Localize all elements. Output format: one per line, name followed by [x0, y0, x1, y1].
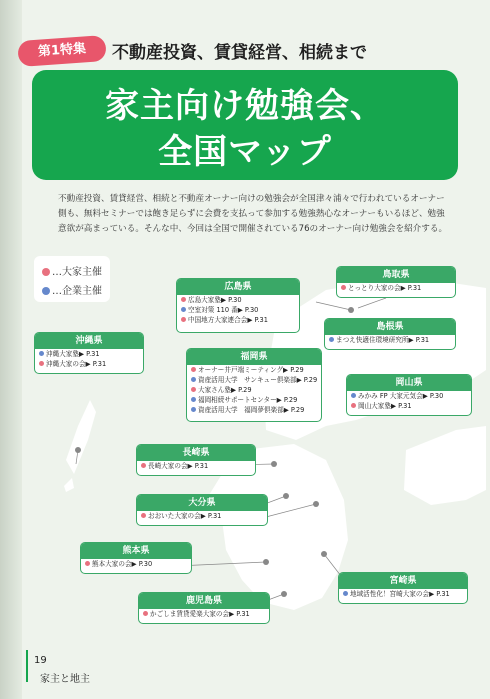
prefecture-item: [35, 359, 143, 369]
legend: [34, 256, 110, 302]
prefecture-item: [137, 461, 255, 471]
company-dot-icon: [191, 397, 196, 402]
owner-dot-icon: [85, 561, 90, 566]
prefecture-box-miyazaki: [338, 572, 468, 604]
prefecture-box-fukuoka: [186, 348, 322, 422]
prefecture-name: 岡山県: [347, 375, 471, 391]
item-label: 資産活用大学 サンキュー倶楽部▶ P.29: [198, 376, 318, 384]
item-label: 中国地方大家連合会▶ P.31: [188, 316, 268, 324]
owner-dot-icon: [39, 361, 44, 366]
prefecture-box-okinawa: [34, 332, 144, 374]
headline: 不動産投資、賃貸経営、相続まで: [112, 43, 367, 63]
owner-dot-icon: [351, 403, 356, 408]
prefecture-name: 熊本県: [81, 543, 191, 559]
prefecture-name: 広島県: [177, 279, 299, 295]
prefecture-item: [81, 559, 191, 569]
legend-owner-label: …大家主催: [52, 267, 102, 278]
prefecture-box-hiroshima: [176, 278, 300, 333]
footer-accent-bar: [26, 650, 28, 682]
prefecture-name: 長崎県: [137, 445, 255, 461]
prefecture-name: 大分県: [137, 495, 267, 511]
company-dot-icon: [329, 337, 334, 342]
prefecture-name: 沖縄県: [35, 333, 143, 349]
owner-dot-icon: [181, 317, 186, 322]
owner-dot-icon: [191, 387, 196, 392]
owner-dot-icon: [181, 297, 186, 302]
prefecture-item: [187, 395, 321, 405]
item-label: 沖縄大家塾▶ P.31: [46, 350, 100, 358]
prefecture-box-tottori: [336, 266, 456, 298]
prefecture-item: [187, 375, 321, 385]
item-label: おおいた大家の会▶ P.31: [148, 512, 222, 520]
item-label: まつえ快適住環境研究所▶ P.31: [336, 336, 430, 344]
item-label: 空室対策 110 番▶ P.30: [188, 306, 259, 314]
item-label: みかみ FP 大家元気会▶ P.30: [358, 392, 444, 400]
company-dot-icon: [191, 407, 196, 412]
legend-company: [42, 282, 102, 297]
title-line-2: 全国マップ: [158, 132, 332, 172]
title-banner: [32, 70, 458, 180]
company-dot-icon: [191, 377, 196, 382]
legend-owner: [42, 263, 102, 278]
prefecture-box-shimane: [324, 318, 456, 350]
title-line-1: 家主向け勉強会、: [105, 86, 385, 126]
page-number: 19: [34, 655, 47, 666]
shikoku-island: [404, 426, 486, 505]
prefecture-box-okayama: [346, 374, 472, 416]
item-label: 熊本大家の会▶ P.30: [92, 560, 153, 568]
prefecture-name: 宮崎県: [339, 573, 467, 589]
owner-dot-icon: [341, 285, 346, 290]
prefecture-item: [177, 295, 299, 305]
owner-dot-icon: [143, 611, 148, 616]
item-label: 資産活用大学 福岡夢倶楽部▶ P.29: [198, 406, 305, 414]
prefecture-item: [177, 315, 299, 325]
item-label: 長崎大家の会▶ P.31: [148, 462, 209, 470]
prefecture-item: [187, 385, 321, 395]
item-label: 沖縄大家の会▶ P.31: [46, 360, 107, 368]
section-badge: 第1特集: [17, 35, 107, 67]
prefecture-box-kagoshima: [138, 592, 270, 624]
company-dot-icon: [351, 393, 356, 398]
item-label: 地域活性化！宮崎大家の会▶ P.31: [350, 590, 450, 598]
item-label: 岡山大家塾▶ P.31: [358, 402, 412, 410]
prefecture-item: [187, 365, 321, 375]
item-label: かごしま賃貸愛楽大家の会▶ P.31: [150, 610, 250, 618]
page-spine-shadow: [0, 0, 22, 699]
okinawa-islet: [64, 478, 74, 492]
owner-dot-icon: [42, 268, 50, 276]
item-label: 福岡相続サポートセンター▶ P.29: [198, 396, 298, 404]
intro-paragraph: 不動産投資、賃貸経営、相続と不動産オーナー向けの勉強会が全国津々浦々で行われているオーナー側も、無料セミナーでは飽き足らずに会費を支払って参加する勉強熱心なオーナーもいるほど、勉強意欲が高まっている。そんな中、今回は全国で開催されている76のオーナー向け勉強会を紹介する。: [58, 194, 448, 234]
prefecture-item: [137, 511, 267, 521]
item-label: 大家さん塾▶ P.29: [198, 386, 252, 394]
okinawa-island: [66, 400, 96, 474]
prefecture-name: 鹿児島県: [139, 593, 269, 609]
prefecture-item: [139, 609, 269, 619]
prefecture-box-kumamoto: [80, 542, 192, 574]
legend-company-label: …企業主催: [52, 286, 102, 297]
prefecture-name: 福岡県: [187, 349, 321, 365]
prefecture-item: [347, 401, 471, 411]
prefecture-name: 島根県: [325, 319, 455, 335]
prefecture-name: 鳥取県: [337, 267, 455, 283]
prefecture-item: [325, 335, 455, 345]
prefecture-item: [35, 349, 143, 359]
company-dot-icon: [343, 591, 348, 596]
magazine-title: 家主と地主: [40, 674, 90, 685]
prefecture-item: [347, 391, 471, 401]
owner-dot-icon: [191, 367, 196, 372]
prefecture-item: [337, 283, 455, 293]
prefecture-item: [187, 405, 321, 415]
prefecture-item: [177, 305, 299, 315]
item-label: とっとり大家の会▶ P.31: [348, 284, 422, 292]
company-dot-icon: [42, 287, 50, 295]
prefecture-box-oita: [136, 494, 268, 526]
item-label: オーナー井戸端ミーティング▶ P.29: [198, 366, 304, 374]
owner-dot-icon: [141, 463, 146, 468]
prefecture-item: [339, 589, 467, 599]
prefecture-box-nagasaki: [136, 444, 256, 476]
owner-dot-icon: [141, 513, 146, 518]
company-dot-icon: [39, 351, 44, 356]
item-label: 広島大家塾▶ P.30: [188, 296, 242, 304]
company-dot-icon: [181, 307, 186, 312]
